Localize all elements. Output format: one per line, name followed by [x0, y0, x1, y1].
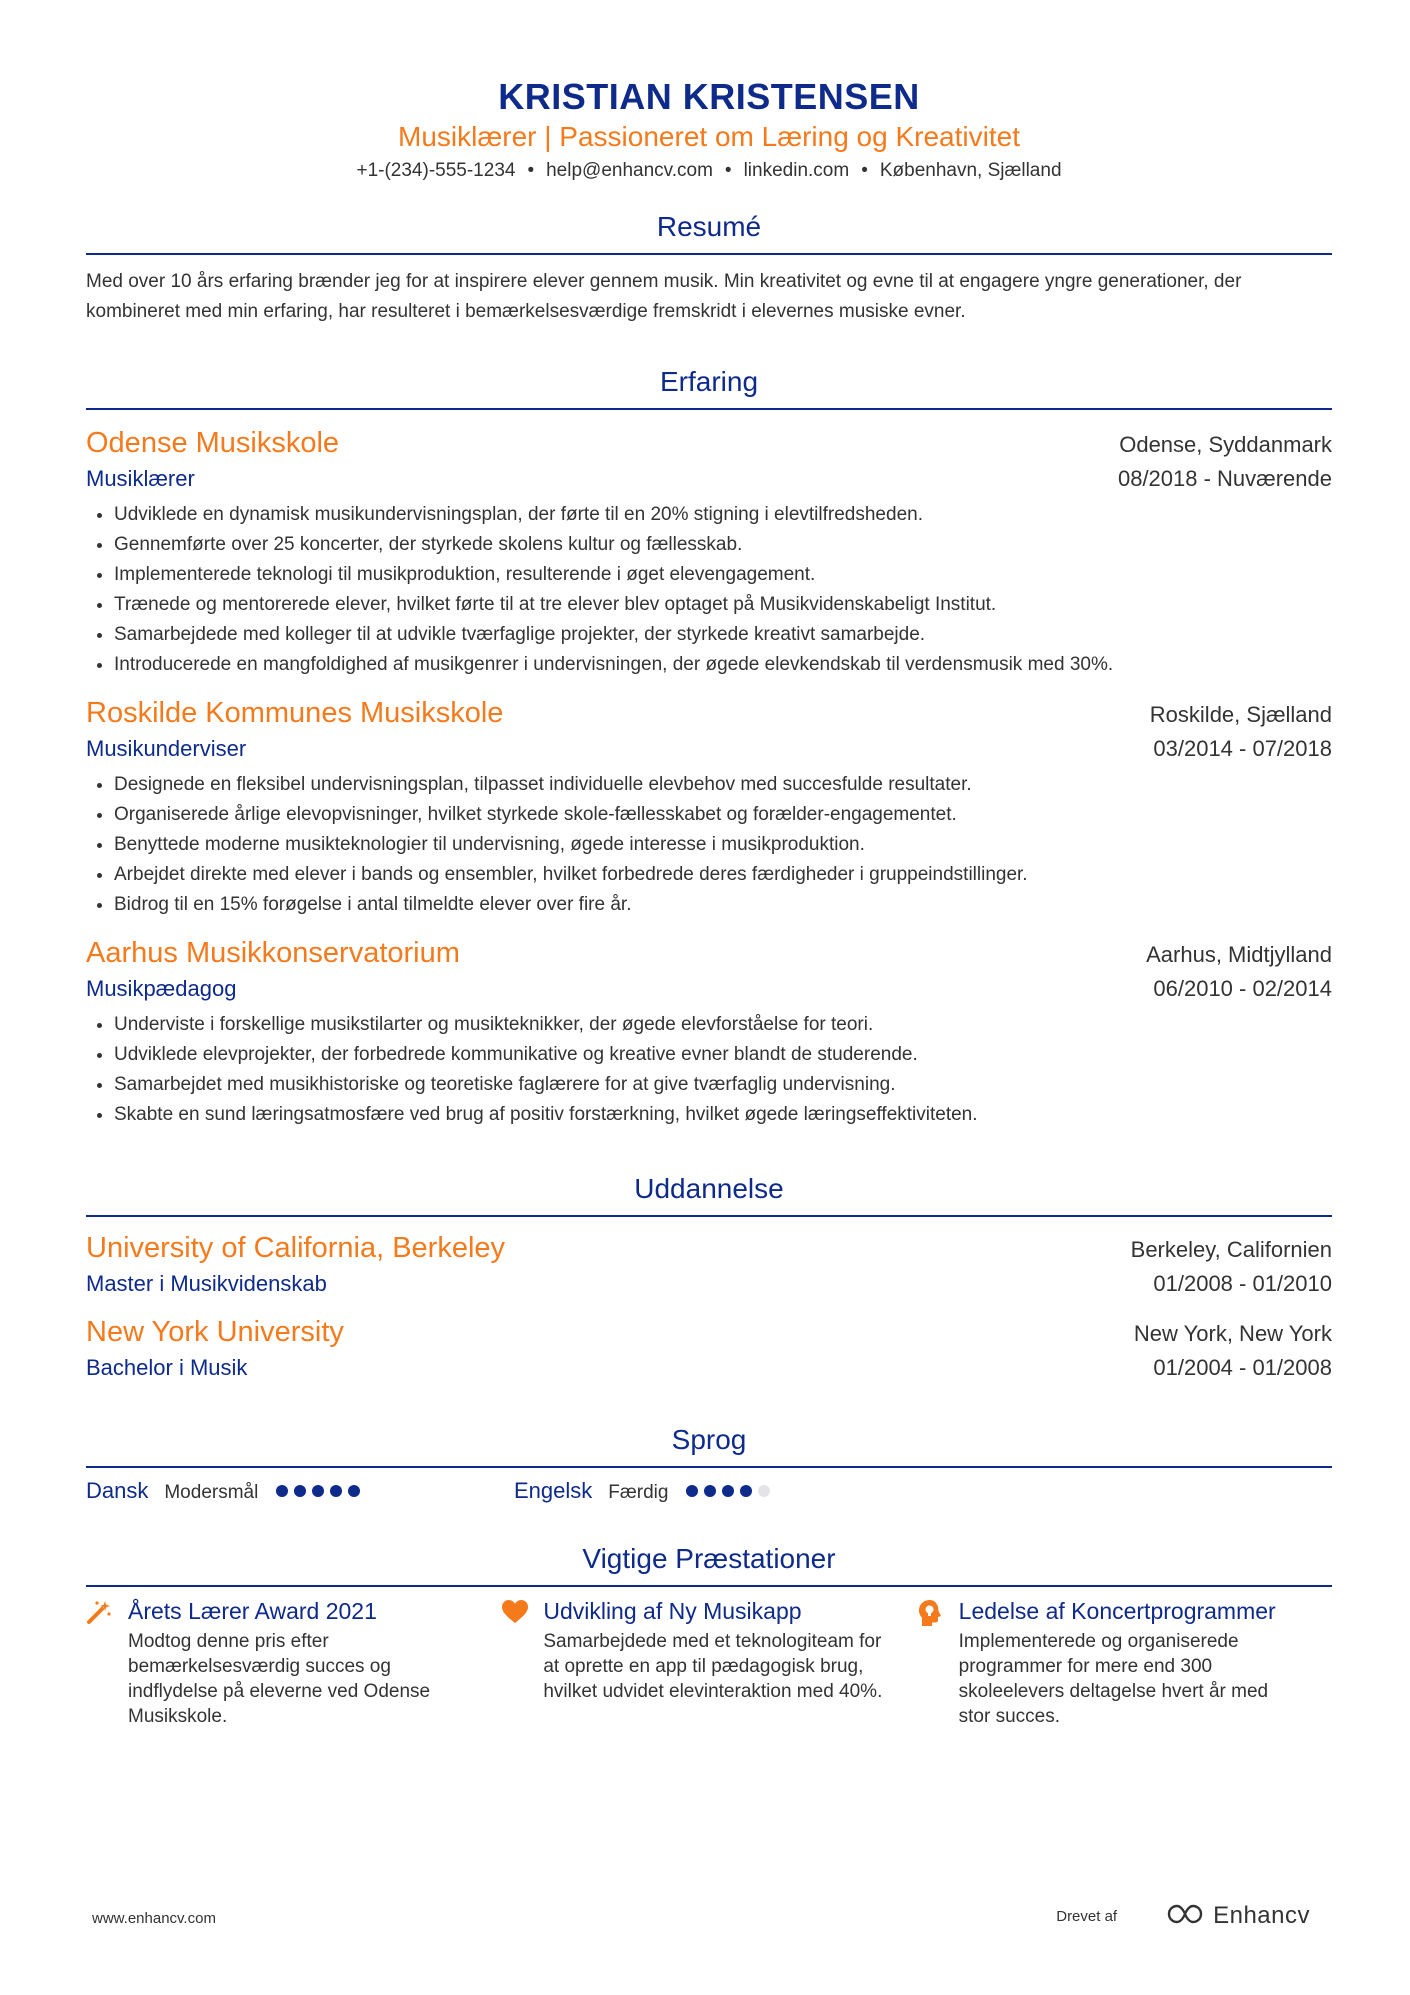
email[interactable]: help@enhancv.com: [546, 160, 713, 181]
bullet-item: • Bidrog til en 15% forøgelse i antal tilmeldte elever over fire år.: [114, 890, 1332, 920]
achievement-title: Ledelse af Koncertprogrammer: [958, 1598, 1276, 1624]
resume-page: [86, 0, 1332, 1729]
bullet-item: • Samarbejdede med kolleger til at udvikle tværfaglige projekter, der styrkede kreativt samarbejde.: [114, 620, 1332, 650]
bullet-item: • Samarbejdet med musikhistoriske og teoretiske faglærere for at give tværfaglig undervisning.: [114, 1070, 1332, 1100]
head-lightbulb-icon: [917, 1597, 959, 1729]
achievement-title: Årets Lærer Award 2021: [128, 1598, 377, 1624]
job-role: Musikunderviser: [86, 736, 247, 761]
achievement-description: Implementerede og organiserede programmer for mere end 300 skoleelevers deltagelse hvert år med stor succes.: [958, 1631, 1269, 1727]
job-bullets: [86, 770, 1332, 920]
rating-dot: [276, 1485, 288, 1497]
language-name: Dansk: [86, 1478, 149, 1503]
language-name: Engelsk: [514, 1478, 593, 1503]
education-dates: 01/2008 - 01/2010: [1153, 1271, 1332, 1296]
bullet-item: • Arbejdet direkte med elever i bands og ensembler, hvilket forbedrede deres færdigheder i gruppeindstillinger.: [114, 860, 1332, 890]
rating-dot: [686, 1485, 698, 1497]
brand-name[interactable]: Enhancv: [1213, 1902, 1310, 1929]
footer-branding: [1056, 1902, 1310, 1930]
footer-website[interactable]: www.enhancv.com: [92, 1910, 216, 1927]
language-level: Færdig: [608, 1482, 669, 1503]
achievement-item: [917, 1597, 1332, 1729]
achievement-description: Modtog denne pris efter bemærkelsesværdig succes og indflydelse på eleverne ved Odense Musikskole.: [128, 1631, 431, 1727]
section-heading: Resumé: [86, 210, 1332, 255]
achievement-description: Samarbejdede med et teknologiteam for at oprette en app til pædagogisk brug, hvilket udvidet elevinteraktion med 40%.: [543, 1631, 883, 1702]
contact-line: [86, 158, 1332, 184]
summary-section: [86, 210, 1332, 327]
rating-dot: [722, 1485, 734, 1497]
language-level: Modersmål: [164, 1482, 259, 1503]
bullet-item: • Skabte en sund læringsatmosfære ved brug af positiv forstærkning, hvilket øgede læringseffektiviteten.: [114, 1100, 1332, 1130]
bullet-item: • Introducerede en mangfoldighed af musikgenrer i undervisningen, der øgede elevkendskab til verdensmusik med 30%.: [114, 650, 1332, 680]
bullet-item: • Underviste i forskellige musikstilarter og musikteknikker, der øgede elevforståelse for teori.: [114, 1010, 1332, 1040]
education-entry: [86, 1313, 1332, 1385]
rating-dot: [330, 1485, 342, 1497]
separator: •: [724, 160, 732, 181]
degree: Bachelor i Musik: [86, 1355, 248, 1380]
bullet-item: • Udviklede elevprojekter, der forbedrede kommunikative og kreative evner blandt de studerende.: [114, 1040, 1332, 1070]
experience-section: [86, 365, 1332, 1130]
rating-dot: [758, 1485, 770, 1497]
bullet-item: • Benyttede moderne musikteknologier til undervisning, øgede interesse i musikproduktion.: [114, 830, 1332, 860]
separator: •: [861, 160, 868, 181]
section-heading: Erfaring: [86, 365, 1332, 410]
magic-wand-icon: [86, 1597, 128, 1729]
language-rating: [276, 1485, 360, 1497]
rating-dot: [348, 1485, 360, 1497]
language-item: [86, 1478, 514, 1504]
job-role: Musiklærer: [86, 466, 195, 491]
achievement-list: [86, 1597, 1332, 1729]
rating-dot: [704, 1485, 716, 1497]
section-heading: Sprog: [86, 1423, 1332, 1468]
language-item: [514, 1478, 942, 1504]
rating-dot: [740, 1485, 752, 1497]
enhancv-logo-icon: [1165, 1903, 1205, 1930]
company-name: Aarhus Musikkonservatorium: [86, 937, 460, 969]
bullet-item: • Implementerede teknologi til musikproduktion, resulterende i øget elevengagement.: [114, 560, 1332, 590]
languages-section: [86, 1423, 1332, 1504]
school-name: New York University: [86, 1316, 344, 1348]
bullet-item: • Trænede og mentorerede elever, hvilket førte til at tre elever blev optaget på Musikvidenskabeligt Institut.: [114, 590, 1332, 620]
phone: +1-(234)-555-1234: [356, 160, 516, 181]
job-role: Musikpædagog: [86, 976, 237, 1001]
candidate-name: KRISTIAN KRISTENSEN: [498, 76, 920, 117]
language-rating: [686, 1485, 770, 1497]
location: København, Sjælland: [879, 160, 1062, 181]
job-entry: [86, 694, 1332, 920]
school-location: New York, New York: [1133, 1321, 1332, 1346]
linkedin[interactable]: linkedin.com: [743, 160, 850, 181]
section-heading: Uddannelse: [86, 1172, 1332, 1217]
language-list: [86, 1478, 1332, 1504]
education-section: [86, 1172, 1332, 1385]
education-dates: 01/2004 - 01/2008: [1153, 1355, 1332, 1380]
achievement-item: [86, 1597, 501, 1729]
job-location: Aarhus, Midtjylland: [1146, 942, 1332, 967]
job-location: Odense, Syddanmark: [1119, 432, 1332, 457]
school-name: University of California, Berkeley: [86, 1232, 506, 1264]
job-dates: 06/2010 - 02/2014: [1153, 976, 1332, 1001]
job-bullets: [86, 1010, 1332, 1130]
education-entry: [86, 1229, 1332, 1301]
separator: •: [527, 160, 535, 181]
achievement-title: Udvikling af Ny Musikapp: [543, 1598, 802, 1624]
bullet-item: • Udviklede en dynamisk musikundervisningsplan, der førte til en 20% stigning i elevtilfredsheden.: [114, 500, 1332, 530]
school-location: Berkeley, Californien: [1130, 1237, 1332, 1262]
bullet-item: • Organiserede årlige elevopvisninger, hvilket styrkede skole-fællesskabet og forælder-engagementet.: [114, 800, 1332, 830]
achievement-item: [501, 1597, 916, 1729]
job-location: Roskilde, Sjælland: [1149, 702, 1332, 727]
company-name: Odense Musikskole: [86, 427, 340, 459]
resume-header: [86, 0, 1332, 184]
job-entry: [86, 424, 1332, 680]
job-bullets: [86, 500, 1332, 680]
company-name: Roskilde Kommunes Musikskole: [86, 697, 504, 729]
powered-by-label: Drevet af: [1056, 1907, 1118, 1925]
rating-dot: [294, 1485, 306, 1497]
rating-dot: [312, 1485, 324, 1497]
job-entry: [86, 934, 1332, 1130]
summary-text: Med over 10 års erfaring brænder jeg for at inspirere elever gennem musik. Min kreativitet og evne til at engagere yngre generationer, der kombineret med min erfaring, har resulteret i bemærkelsesværdige fremskridt i elevernes musiske evner.: [86, 271, 1242, 322]
achievements-section: [86, 1542, 1332, 1729]
candidate-title: Musiklærer | Passioneret om Læring og Kreativitet: [398, 121, 1020, 152]
bullet-item: • Designede en fleksibel undervisningsplan, tilpasset individuelle elevbehov med succesfulde resultater.: [114, 770, 1332, 800]
bullet-item: • Gennemførte over 25 koncerter, der styrkede skolens kultur og fællesskab.: [114, 530, 1332, 560]
section-heading: Vigtige Præstationer: [86, 1542, 1332, 1587]
heart-icon: [501, 1597, 543, 1729]
job-dates: 03/2014 - 07/2018: [1153, 736, 1332, 761]
job-dates: 08/2018 - Nuværende: [1117, 466, 1332, 491]
degree: Master i Musikvidenskab: [86, 1271, 327, 1296]
